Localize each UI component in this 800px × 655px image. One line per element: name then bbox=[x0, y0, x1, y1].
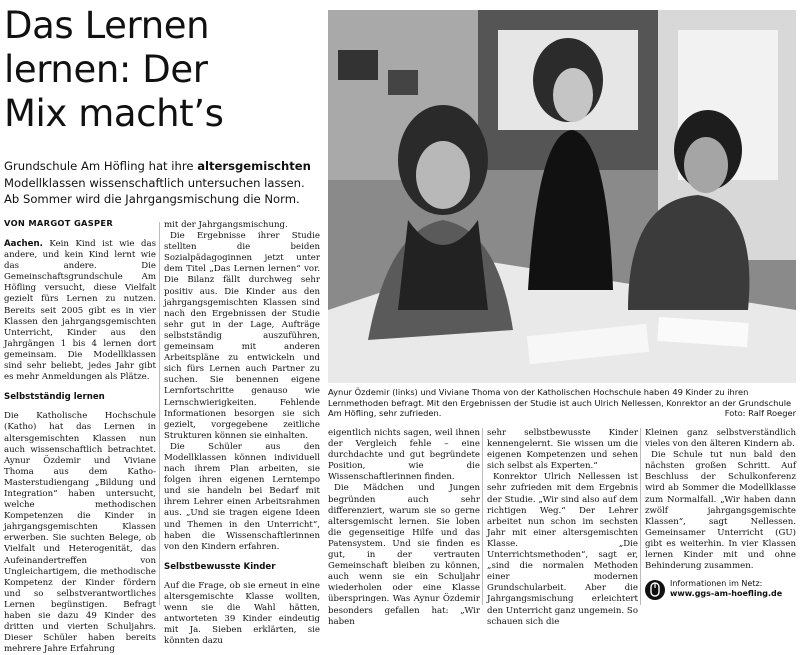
paragraph: Die Schule tut nun bald den nächsten großen Schritt. Auf Beschluss der Schulkonferenz wird ab Sommer die Modellklasse zum Normalfall. „Wir haben dann zwölf jahrgangsgemischte Klassen“, sagt Nellessen. Gemeinsamer Unterricht (GU) gibt es weiterhin. In vier Klassen lernen Kinder mit und ohne Behinderung zusammen. bbox=[645, 450, 796, 572]
column-divider bbox=[640, 428, 641, 605]
headline-line-3: Mix macht’s bbox=[4, 92, 224, 135]
paragraph: sehr selbstbewusste Kinder kennengelernt. Sie wissen um die eigenen Kompetenzen und sehen sich selbst als Experten.“ bbox=[487, 428, 638, 472]
photo-credit: Foto: Ralf Roeger bbox=[724, 408, 796, 419]
article-photo bbox=[328, 10, 796, 383]
paragraph: Die Katholische Hochschule (Katho) hat das Lernen in altersgemischten Klassen nun auch wissenschaftlich betrachtet. Aynur Özdemir und Viviane Thoma aus dem Katho-Masterstudiengang „Bildung und Integration“ haben untersucht, welche methodischen Kompetenzen die Kinder in jahrgangsgemischten Klassen erwerben. Sie suchten Belege, ob Vielfalt und Heterogenität, das Aufeinandertreffen von Ungleichartigem, die methodische Kompetenz der Kinder fördern und so selbstverantwortliches Lernen begünstigen. Befragt haben sie dazu 49 Kinder des dritten und vierten Schuljahrs. Dieser Schüler haben bereits mehrere Jahre Erfahrung bbox=[4, 411, 156, 655]
paragraph: eigentlich nichts sagen, weil ihnen der Vergleich fehle – eine durchdachte und gut begründete Position, wie die Wissenschaftlerinnen finden. bbox=[328, 428, 480, 483]
computer-mouse-icon bbox=[645, 580, 665, 600]
article-subhead bbox=[4, 158, 322, 208]
info-text bbox=[670, 579, 782, 599]
paragraph-text: Kein Kind ist wie das andere, und kein Kind lernt wie das andere. Die Gemeinschaftsgrundschule Am Höfling versucht, diese Vielfalt gezielt fürs Lernen zu nutzen. Bereits seit 2005 gibt es in vier Klassen den jahrgangsgemischten Unterricht, Kinder aus den Jahrgängen 1 bis 4 lernen dort gemeinsam. Die Modellklassen sind sehr beliebt, jedes Jahr gibt es mehr Anmeldungen als Plätze. bbox=[4, 239, 156, 383]
byline: VON MARGOT GASPER bbox=[4, 218, 114, 228]
dateline: Aachen. bbox=[4, 239, 43, 249]
article-column-2 bbox=[164, 220, 320, 647]
photo-caption bbox=[328, 387, 796, 419]
paragraph: Kleinen ganz selbstverständlich vieles von den älteren Kindern ab. bbox=[645, 428, 796, 450]
subhead-text-start: Grundschule Am Höfling hat ihre bbox=[4, 159, 198, 173]
paragraph: Auf die Frage, ob sie erneut in eine altersgemischte Klasse wollten, wenn sie die Wahl hätten, antworteten 39 Kinder eindeutig mit Ja. Sieben erklärten, sie könnten dazu bbox=[164, 580, 320, 647]
column-divider bbox=[159, 222, 160, 605]
article-headline bbox=[4, 4, 322, 136]
column-divider bbox=[482, 428, 483, 605]
article-column-1 bbox=[4, 239, 156, 655]
section-heading: Selbstständig lernen bbox=[4, 392, 105, 403]
paragraph: mit der Jahrgangsmischung. bbox=[164, 220, 288, 230]
subhead-text-end: Modellklassen wissenschaftlich untersuchen lassen. Ab Sommer wird die Jahrgangsmischung die Norm. bbox=[4, 175, 305, 206]
article-column-4 bbox=[487, 428, 638, 627]
section-heading: Selbstbewusste Kinder bbox=[164, 561, 276, 572]
subhead-emphasis: altersgemischten bbox=[197, 159, 311, 173]
article-column-3 bbox=[328, 428, 480, 627]
info-url-link[interactable] bbox=[670, 589, 782, 599]
headline-line-2: lernen: Der bbox=[4, 48, 208, 91]
photo-illustration bbox=[328, 10, 796, 383]
paragraph: Die Ergebnisse ihrer Studie stellten die beiden Sozialpädagoginnen jetzt unter dem Titel „Das Lernen lernen“ vor. Die Bilanz fällt durchweg sehr positiv aus. Die Kinder aus den jahrgangsgemischten Klassen sind nach den Ergebnissen der Studie sehr gut in der Lage, Aufträge selbstständig auszuführen, gemeinsam mit anderen Arbeitspläne zu entwickeln und sich fürs Lernen auch Partner zu suchen. Sie benennen eigene Lernfortschritte genauso wie Lernschwierigkeiten. Fehlende Informationen besorgen sie sich gezielt, vorgegebene zeitliche Strukturen können sie einhalten. bbox=[164, 231, 320, 441]
info-url: www.ggs-am-hoefling.de bbox=[670, 589, 783, 598]
web-info-box bbox=[645, 578, 797, 604]
info-label: Informationen im Netz: bbox=[670, 579, 763, 588]
article-column-5 bbox=[645, 428, 796, 580]
paragraph: Die Schüler aus den Modellklassen können individuell nach ihrem Plan arbeiten, sie folgen ihren eigenen Lerntempo und sie handeln bei Bedarf mit ihrem Lehrer einen Arbeitsrahmen aus. „Und sie tragen eigene Ideen und Themen in den Unterricht“, haben die Wissenschaftlerinnen von den Kindern erfahren. bbox=[164, 441, 320, 552]
paragraph: Konrektor Ulrich Nellessen ist sehr zufrieden mit dem Ergebnis der Studie. „Wir sind also auf dem richtigen Weg.“ Der Lehrer arbeitet nun schon im sechsten Jahr mit einer altersgemischten Klasse. „Die Unterrichtsmethoden“, sagt er, „sind die normalen Methoden einer modernen Grundschularbeit. Aber die Jahrgangsmischung erleichtert den Unterricht ganz ungemein. So schauen sich die bbox=[487, 472, 638, 627]
headline-line-1: Das Lernen bbox=[4, 4, 210, 47]
caption-text: Aynur Özdemir (links) und Viviane Thoma von der Katholischen Hochschule haben 49 Kinder zu ihren Lernmethoden befragt. Mit den Ergebnissen der Studie ist auch Ulrich Nellessen, Konrektor an der Grundschule Am Höfling, sehr zufrieden. bbox=[328, 387, 792, 419]
paragraph bbox=[4, 239, 156, 383]
paragraph: Die Mädchen und Jungen begründen auch sehr differenziert, warum sie so gerne altersgemischt lernen. Sie loben die gegenseitige Hilfe und das Patensystem. Und sie finden es gut, in der vertrauten Gemeinschaft bleiben zu können, auch wenn sie ein Schuljahr wiederholen oder eine Klasse überspringen. Was Aynur Özdemir besonders gefallen hat: „Wir haben bbox=[328, 483, 480, 627]
